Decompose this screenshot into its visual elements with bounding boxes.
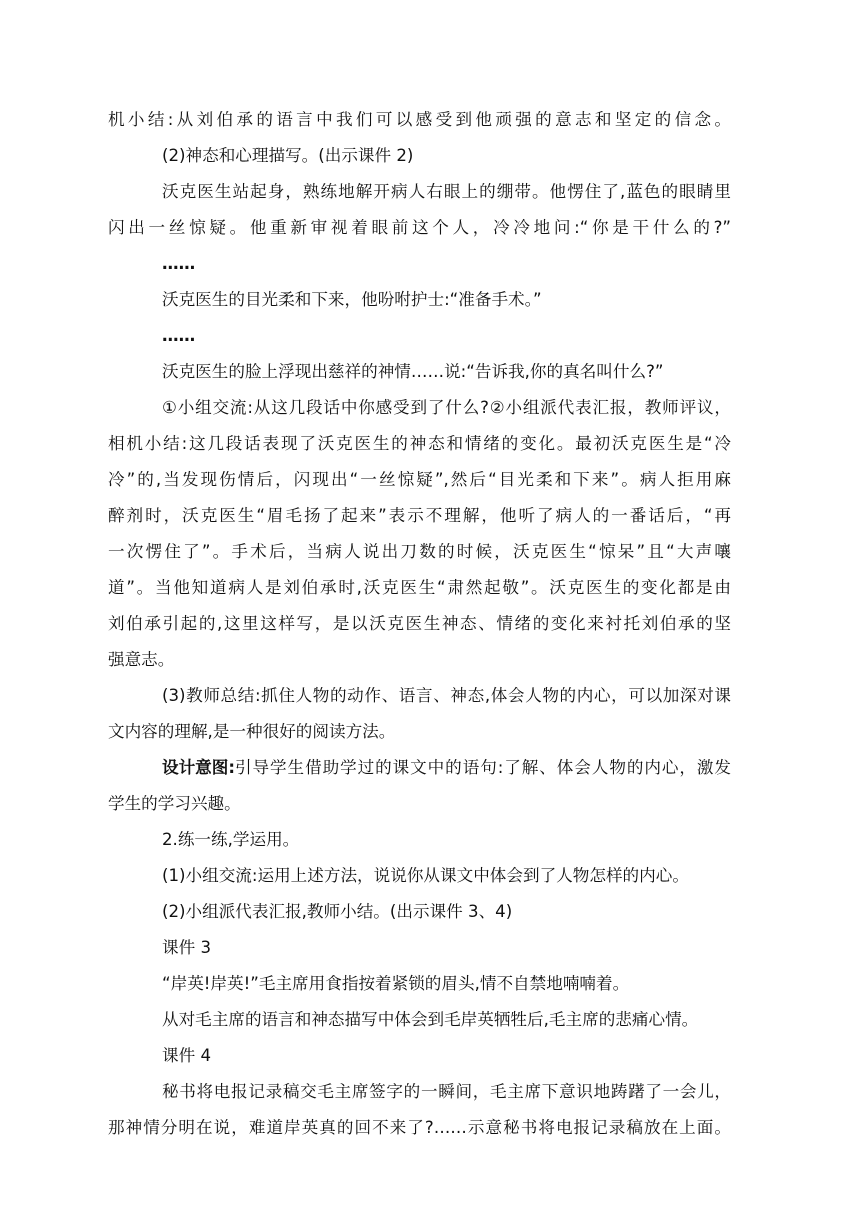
- design-intent-line: [162, 750, 731, 786]
- paragraph-line: 那神情分明在说，难道岸英真的回不来了?……示意秘书将电报记录稿放在上面。: [108, 1118, 731, 1137]
- paragraph-line: 刘伯承引起的,这里这样写，是以沃克医生神态、情绪的变化来衬托刘伯承的坚: [108, 614, 731, 633]
- section-heading: (2)神态和心理描写。(出示课件 2): [162, 146, 414, 165]
- paragraph-line: 沃克医生站起身，熟练地解开病人右眼上的绷带。他愣住了,蓝色的眼睛里: [162, 182, 731, 201]
- paragraph-line: 道”。当他知道病人是刘伯承时,沃克医生“肃然起敬”。沃克医生的变化都是由: [108, 578, 731, 597]
- courseware-label: 课件 3: [162, 938, 212, 957]
- paragraph-line: 强意志。: [108, 650, 175, 669]
- paragraph-line: (1)小组交流:运用上述方法，说说你从课文中体会到了人物怎样的内心。: [162, 866, 689, 885]
- paragraph-line: 沃克医生的脸上浮现出慈祥的神情……说:“告诉我,你的真名叫什么?”: [162, 362, 664, 381]
- paragraph-line: 学生的学习兴趣。: [108, 794, 241, 813]
- paragraph-line: 相机小结:这几段话表现了沃克医生的神态和情绪的变化。最初沃克医生是“冷: [108, 434, 731, 453]
- paragraph-line: 醉剂时，沃克医生“眉毛扬了起来”表示不理解，他听了病人的一番话后，“再: [108, 506, 731, 525]
- courseware-label: 课件 4: [162, 1046, 212, 1065]
- paragraph-line: 秘书将电报记录稿交毛主席签字的一瞬间，毛主席下意识地踌躇了一会儿，: [162, 1082, 731, 1101]
- paragraph-line: 沃克医生的目光柔和下来，他吩咐护士:“准备手术。”: [162, 290, 542, 309]
- ellipsis-line: ……: [162, 326, 196, 345]
- ellipsis-line: ……: [162, 254, 196, 273]
- paragraph-line: (2)小组派代表汇报,教师小结。(出示课件 3、4): [162, 902, 513, 921]
- paragraph-line: 一次愣住了”。手术后，当病人说出刀数的时候，沃克医生“惊呆”且“大声嚷: [108, 542, 731, 561]
- paragraph-line: (3)教师总结:抓住人物的动作、语言、神态,体会人物的内心，可以加深对课: [162, 686, 731, 705]
- paragraph-line: 从对毛主席的语言和神态描写中体会到毛岸英牺牲后,毛主席的悲痛心情。: [162, 1010, 699, 1029]
- paragraph-line: 冷”的,当发现伤情后，闪现出“一丝惊疑”,然后“目光柔和下来”。病人拒用麻: [108, 470, 731, 489]
- design-intent-text: 引导学生借助学过的课文中的语句:了解、体会人物的内心，激发: [235, 758, 731, 777]
- paragraph-line: 文内容的理解,是一种很好的阅读方法。: [108, 722, 396, 741]
- paragraph-line: 闪出一丝惊疑。他重新审视着眼前这个人，冷冷地问:“你是干什么的?”: [108, 218, 731, 237]
- design-intent-label: 设计意图:: [162, 758, 236, 777]
- paragraph-line: 机小结:从刘伯承的语言中我们可以感受到他顽强的意志和坚定的信念。: [108, 110, 731, 129]
- paragraph-line: ①小组交流:从这几段话中你感受到了什么?②小组派代表汇报，教师评议，: [162, 398, 731, 417]
- paragraph-line: “岸英!岸英!”毛主席用食指按着紧锁的眉头,情不自禁地喃喃着。: [162, 974, 630, 993]
- section-heading: 2.练一练,学运用。: [162, 830, 300, 849]
